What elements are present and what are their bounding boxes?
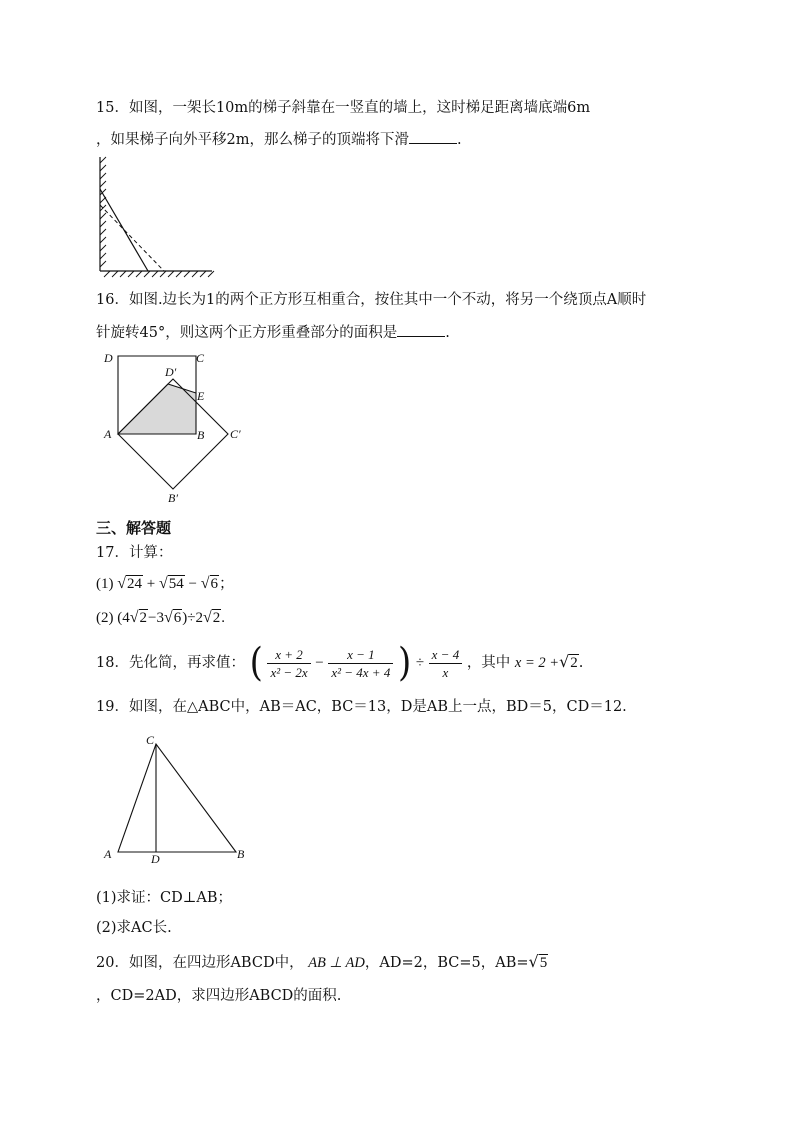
q18-minus: − (315, 655, 324, 671)
q16-line2 (96, 322, 450, 343)
q17-part2 (96, 608, 225, 628)
q15-end: . (456, 132, 462, 148)
q18-line (96, 640, 583, 685)
q17-p1-radicand2: 54 (168, 576, 184, 592)
q17-p1-end: ； (219, 576, 235, 592)
q18-tail: ，其中 (466, 655, 511, 671)
q16-answer-blank (397, 322, 445, 337)
section-heading: 三、解答题 (96, 519, 172, 537)
q20-line1 (96, 952, 548, 973)
left-paren: ( (249, 640, 263, 686)
ladder-original (100, 189, 148, 271)
triangle-abc (118, 744, 236, 852)
q18-x-radicand: 2 (570, 655, 578, 671)
q15-line2-text: ，如果梯子向外平移2m，那么梯子的顶端将下滑 (96, 132, 409, 148)
label-C: C (196, 351, 205, 365)
q16-line1: 16．如图.边长为1的两个正方形互相重合，按住其中一个不动，将另一个绕顶点A顺时 (96, 292, 647, 308)
q19-line1: 19．如图，在△ABC中，AB＝AC，BC＝13，D是AB上一点，BD＝5，CD＝12. (96, 699, 627, 715)
q20-radicand: 5 (539, 955, 548, 971)
sqrt-symbol: √ (159, 575, 168, 592)
sqrt-symbol: √ (528, 952, 539, 971)
q17-p2-mid: −3 (148, 610, 164, 626)
overlap-region (118, 384, 196, 434)
sqrt-symbol: √ (129, 609, 139, 626)
label-Dp: D′ (165, 365, 177, 379)
sqrt-symbol: √ (559, 652, 570, 671)
q17-part1 (96, 574, 234, 594)
q17-p1-op1: + (146, 576, 156, 592)
q16-line2-text: 针旋转45°，则这两个正方形重叠部分的面积是 (96, 325, 398, 341)
wall-hatching (100, 157, 106, 267)
q20-line1-a: 20．如图，在四边形ABCD中， (96, 955, 304, 971)
q20-line1-c: ，AD=2，BC=5，AB= (364, 955, 529, 971)
ground-hatching (104, 271, 214, 277)
q15-line2 (96, 129, 462, 150)
squares-figure (100, 348, 250, 506)
q18-f1-den: x² − 2x (270, 664, 308, 680)
q18-end: . (578, 655, 584, 671)
triangle-figure (100, 732, 260, 868)
label-Cp: C′ (230, 427, 241, 441)
ladder-figure (94, 155, 218, 279)
q18-div: ÷ (415, 655, 425, 671)
q18-fraction2 (328, 646, 393, 681)
sqrt-symbol: √ (117, 575, 127, 592)
label-D: D (151, 852, 160, 866)
q17-title: 17．计算： (96, 545, 173, 561)
sqrt-symbol: √ (203, 609, 212, 626)
q16-end: . (445, 325, 450, 341)
q17-p2-prefix: (2) (96, 610, 114, 626)
sqrt-symbol: √ (164, 609, 173, 626)
q20-line1-b: AB ⊥ AD (308, 955, 365, 971)
q17-p2-end: . (221, 610, 226, 626)
q18-f3-den: x (442, 664, 449, 680)
label-B: B (197, 428, 205, 442)
q18-prefix: 18．先化简，再求值： (96, 655, 245, 671)
q15-answer-blank (409, 129, 457, 144)
q17-p1-op2: − (188, 576, 197, 592)
q17-p2-open: (4 (117, 610, 130, 626)
label-D: D (104, 351, 113, 365)
label-B: B (237, 847, 245, 861)
q18-f3-num: x − 4 (429, 646, 463, 664)
label-A: A (104, 847, 112, 861)
sqrt-symbol: √ (200, 575, 210, 592)
q17-p2-close: )÷2 (182, 610, 204, 626)
q19-part2: (2)求AC长. (96, 920, 172, 936)
q18-f1-num: x + 2 (267, 646, 310, 664)
q18-x-expr: x = 2 + (514, 655, 560, 671)
q20-line2: ，CD=2AD，求四边形ABCD的面积. (96, 988, 342, 1004)
q18-fraction1 (267, 646, 310, 681)
q17-p2-radicand2: 6 (173, 610, 182, 626)
label-A: A (104, 427, 112, 441)
q17-p1-prefix: (1) (96, 576, 114, 592)
q17-p1-radicand1: 24 (127, 576, 143, 592)
right-paren: ) (397, 640, 412, 686)
q18-f2-den: x² − 4x + 4 (331, 664, 391, 680)
q18-fraction3 (429, 646, 463, 681)
q15-line1: 15．如图，一架长10m的梯子斜靠在一竖直的墙上，这时梯足距离墙底端6m (96, 100, 591, 116)
ladder-moved (100, 205, 164, 271)
label-Bp: B′ (168, 491, 178, 505)
label-E: E (197, 389, 205, 403)
q18-f2-num: x − 1 (328, 646, 393, 664)
q17-p2-radicand1: 2 (139, 610, 148, 626)
label-C: C (146, 733, 155, 747)
q19-part1: (1)求证：CD⊥AB； (96, 890, 233, 906)
q17-p2-radicand3: 2 (212, 610, 221, 626)
q17-p1-radicand3: 6 (210, 576, 219, 592)
